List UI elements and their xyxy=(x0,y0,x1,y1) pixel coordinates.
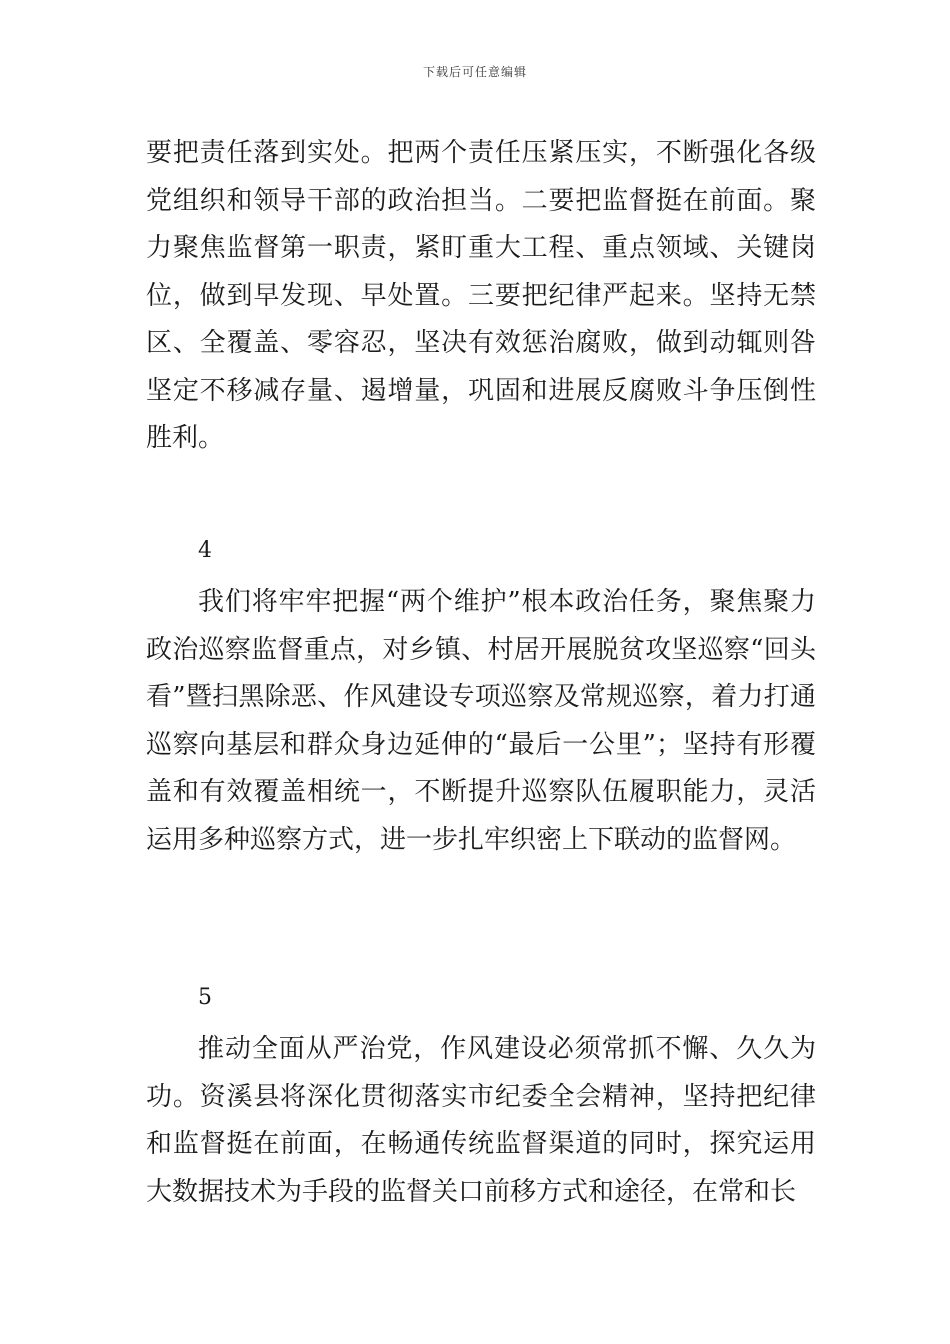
section-number-block-4 xyxy=(146,527,816,575)
section-4-paragraph: 我们将牢牢把握“两个维护”根本政治任务，聚焦聚力政治巡察监督重点，对乡镇、村居开展脱贫攻坚巡察“回头看”暨扫黑除恶、作风建设专项巡察及常规巡察，着力打通巡察向基层和群众身边延伸的“最后一公里”；坚持有形覆盖和有效覆盖相统一，不断提升巡察队伍履职能力，灵活运用多种巡察方式，进一步扎牢织密上下联动的监督网。 xyxy=(146,587,816,855)
section-5-paragraph: 推动全面从严治党，作风建设必须常抓不懈、久久为功。资溪县将深化贯彻落实市纪委全会精神，坚持把纪律和监督挺在前面，在畅通传统监督渠道的同时，探究运用大数据技术为手段的监督关口前移方式和途径，在常和长 xyxy=(146,1034,816,1207)
section-number-4: 4 xyxy=(198,538,212,563)
paragraph-continued: 要把责任落到实处。把两个责任压紧压实，不断强化各级党组织和领导干部的政治担当。二要把监督挺在前面。聚力聚焦监督第一职责，紧盯重大工程、重点领域、关键岗位，做到早发现、早处置。三要把纪律严起来。坚持无禁区、全覆盖、零容忍，坚决有效惩治腐败，做到动辄则咎坚定不移减存量、遏增量，巩固和进展反腐败斗争压倒性胜利。 xyxy=(146,138,816,453)
paragraph-block-1 xyxy=(146,130,816,463)
paragraph-block-5 xyxy=(146,1026,816,1216)
section-number-5: 5 xyxy=(198,985,212,1010)
page-header: 下载后可任意编辑 xyxy=(422,65,527,79)
section-number-block-5 xyxy=(146,974,816,1022)
paragraph-block-4 xyxy=(146,579,816,864)
